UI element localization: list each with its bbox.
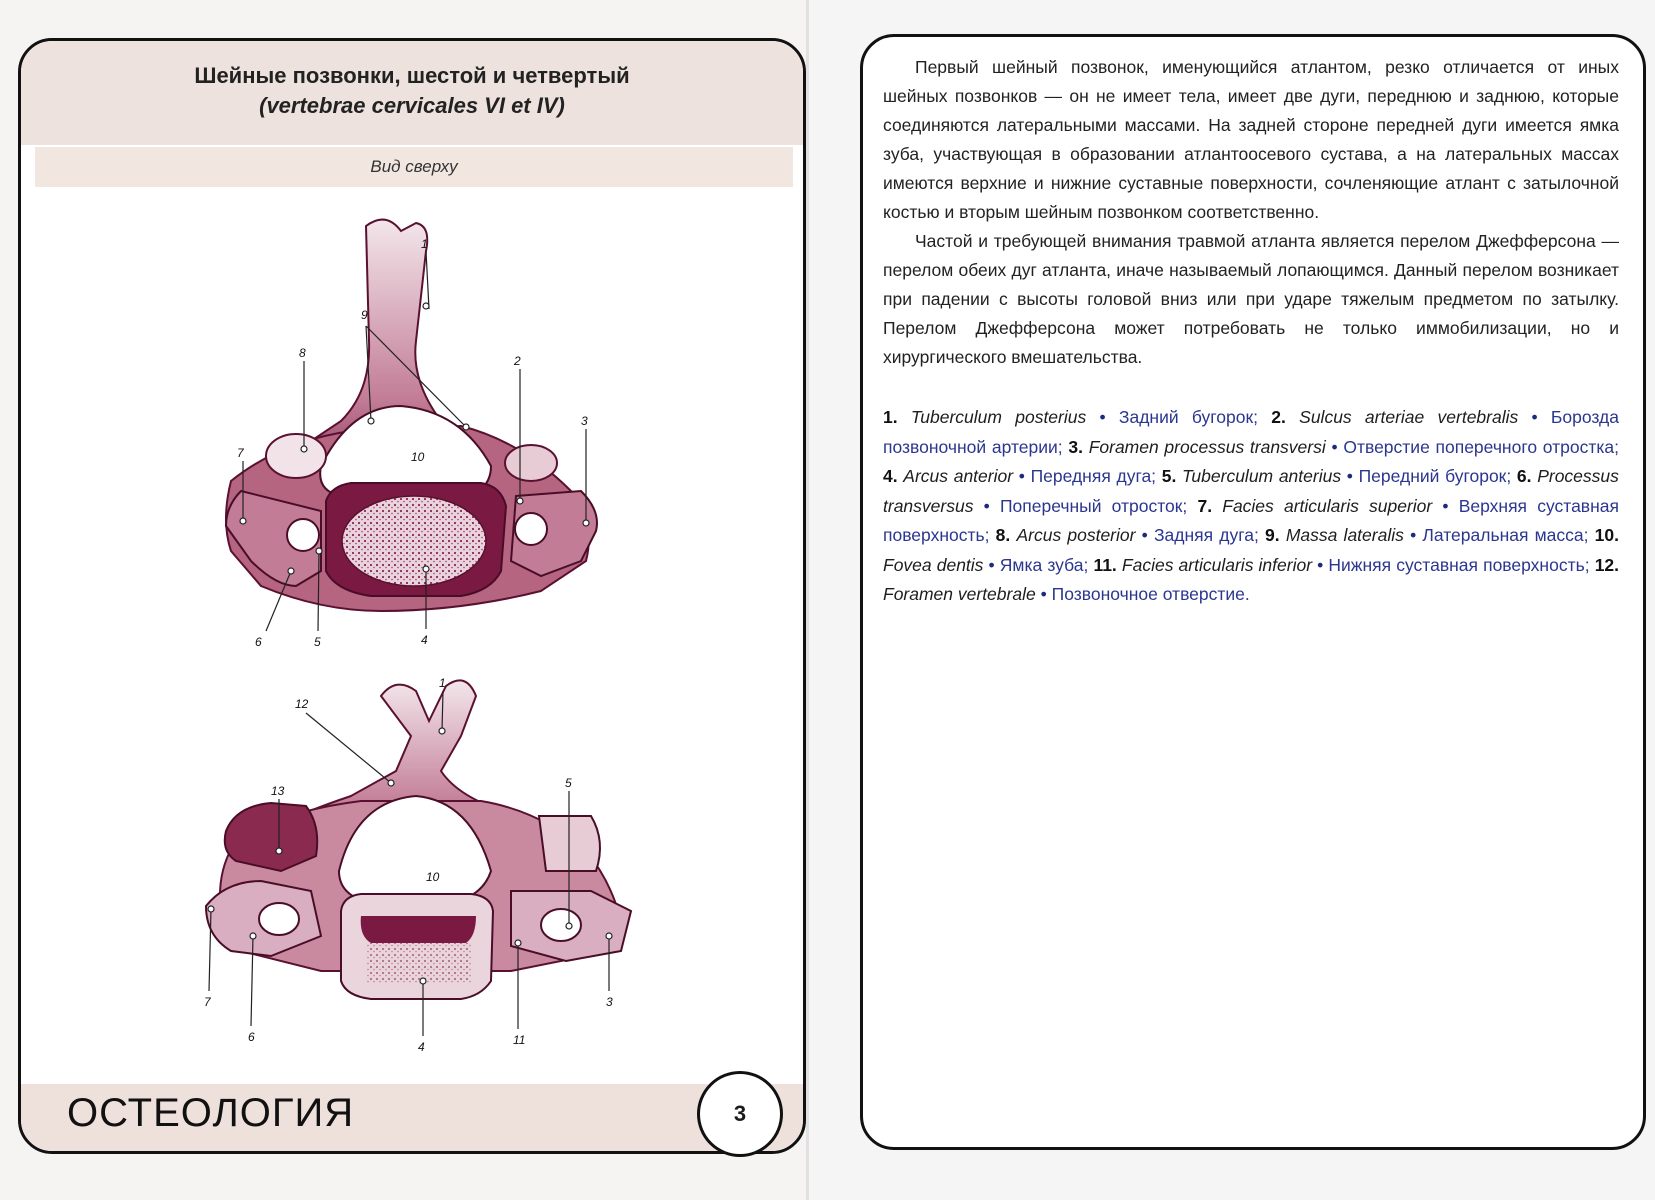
label-top-5: 5 bbox=[314, 635, 321, 649]
label-bottom-12: 12 bbox=[295, 697, 309, 711]
legend-ru: Латеральная масса; bbox=[1422, 525, 1589, 545]
legend bbox=[883, 403, 1619, 610]
label-top-6: 6 bbox=[255, 635, 262, 649]
legend-dot: • bbox=[1040, 584, 1047, 604]
legend-num: 5. bbox=[1161, 466, 1177, 486]
legend-item bbox=[1093, 555, 1589, 575]
legend-num: 12. bbox=[1594, 554, 1620, 575]
legend-ru: Верхняя суставная поверхность; bbox=[883, 495, 1619, 545]
label-top-9: 9 bbox=[361, 308, 368, 322]
left-card bbox=[18, 38, 806, 1154]
legend-ru: Позвоночное отверстие. bbox=[1051, 584, 1250, 604]
legend-item bbox=[1068, 437, 1619, 457]
card-title: Шейные позвонки, шестой и четвертый bbox=[194, 63, 630, 88]
legend-dot: • bbox=[1099, 407, 1106, 427]
label-bottom-5: 5 bbox=[565, 776, 572, 790]
body-spongy-iv bbox=[366, 943, 471, 983]
legend-num: 6. bbox=[1516, 466, 1532, 486]
label-top-2: 2 bbox=[514, 354, 521, 368]
legend-dot: • bbox=[1141, 525, 1148, 545]
legend-item bbox=[883, 407, 1258, 427]
label-top-1: 1 bbox=[421, 237, 428, 251]
legend-dot: • bbox=[1410, 525, 1417, 545]
label-top-8: 8 bbox=[299, 346, 306, 360]
right-card bbox=[860, 34, 1646, 1150]
label-bottom-10: 10 bbox=[426, 870, 440, 884]
legend-lat: Processus transversus bbox=[883, 466, 1619, 516]
label-bottom-11: 11 bbox=[513, 1033, 526, 1047]
foramen-transversarium-right bbox=[515, 513, 547, 545]
section-title: ОСТЕОЛОГИЯ bbox=[67, 1091, 355, 1135]
legend-lat: Foramen vertebrale bbox=[883, 584, 1036, 604]
legend-num: 1. bbox=[883, 407, 898, 427]
paragraph-jefferson: Частой и требующей внимания травмой атланта является перелом Джефферсона — перелом обеих дуг атланта, иначе называемый лопающимся. Данный перелом возникает при падении с высоты головой вниз или при ударе тяжелым предметом по затылку. Перелом Джефферсона может потребовать не только иммобилизации, но и хирургического вмешательства. bbox=[883, 231, 1619, 367]
legend-item bbox=[883, 466, 1156, 486]
body-lip-iv bbox=[361, 916, 476, 943]
vertebra-iv bbox=[204, 676, 631, 1054]
legend-item bbox=[1162, 466, 1511, 486]
label-bottom-4: 4 bbox=[418, 1040, 425, 1054]
description-text bbox=[883, 53, 1619, 372]
legend-dot: • bbox=[1018, 466, 1025, 486]
legend-lat: Facies articularis inferior bbox=[1121, 554, 1313, 575]
legend-dot: • bbox=[1346, 466, 1353, 486]
legend-ru: Поперечный отросток; bbox=[999, 495, 1188, 516]
legend-lat: Fovea dentis bbox=[883, 554, 984, 575]
vertebrae-illustration bbox=[21, 191, 803, 1081]
articular-facet-left bbox=[266, 434, 326, 478]
legend-num: 2. bbox=[1271, 407, 1286, 427]
body-spongy-surface bbox=[342, 496, 486, 586]
foramen-transversarium-left-iv bbox=[259, 903, 299, 935]
paragraph-atlas: Первый шейный позвонок, именующийся атлантом, резко отличается от иных шейных позвонков — он не имеет тела, имеет две дуги, переднюю и заднюю, которые соединяются латеральными массами. На задней стороне передней дуги имеется ямка зуба, участвующая в образовании атлантоосевого сустава, а на латеральных массах имеются верхние и нижние суставные поверхности, сочленяющие атлант с затылочной костью и вторым шейным позвонком соответственно. bbox=[883, 57, 1619, 222]
legend-item bbox=[996, 525, 1259, 545]
page-number: 3 bbox=[697, 1071, 783, 1157]
label-bottom-3: 3 bbox=[606, 995, 613, 1009]
legend-ru: Отверстие поперечного отростка; bbox=[1343, 436, 1619, 457]
articular-facet-right bbox=[505, 445, 557, 481]
legend-dot: • bbox=[1531, 407, 1538, 427]
card-title-band bbox=[21, 41, 803, 145]
legend-ru: Передняя дуга; bbox=[1030, 466, 1157, 486]
legend-ru: Нижняя суставная поверхность; bbox=[1328, 554, 1590, 575]
foramen-transversarium-right-iv bbox=[541, 909, 581, 941]
label-bottom-7: 7 bbox=[204, 995, 211, 1009]
card-title-latin: (vertebrae cervicales VI et IV) bbox=[259, 93, 565, 118]
legend-lat: Tuberculum posterius bbox=[910, 407, 1087, 427]
label-bottom-13: 13 bbox=[271, 784, 285, 798]
label-top-4: 4 bbox=[421, 633, 428, 647]
legend-lat: Tuberculum anterius bbox=[1182, 466, 1342, 486]
legend-num: 9. bbox=[1265, 525, 1280, 545]
legend-lat: Foramen processus transversi bbox=[1088, 436, 1326, 457]
legend-ru: Задний бугорок; bbox=[1118, 407, 1259, 427]
legend-dot: • bbox=[983, 495, 990, 516]
label-top-7: 7 bbox=[237, 446, 244, 460]
legend-dot: • bbox=[1317, 554, 1324, 575]
legend-dot: • bbox=[988, 554, 995, 575]
legend-num: 8. bbox=[995, 525, 1011, 545]
legend-num: 3. bbox=[1068, 436, 1083, 457]
legend-ru: Задняя дуга; bbox=[1153, 525, 1259, 545]
legend-ru: Ямка зуба; bbox=[999, 554, 1089, 575]
vertebra-vi bbox=[226, 220, 597, 649]
legend-ru: Передний бугорок; bbox=[1358, 466, 1512, 486]
articular-facet-left-iv bbox=[225, 803, 318, 871]
legend-lat: Arcus anterior bbox=[903, 466, 1014, 486]
label-top-3: 3 bbox=[581, 414, 588, 428]
legend-num: 7. bbox=[1197, 495, 1213, 516]
book-gutter bbox=[806, 0, 809, 1200]
legend-ru: Борозда позвоночной артерии; bbox=[883, 407, 1619, 457]
label-bottom-6: 6 bbox=[248, 1030, 255, 1044]
foramen-transversarium-left bbox=[287, 519, 319, 551]
legend-dot: • bbox=[1331, 436, 1338, 457]
legend-num: 4. bbox=[883, 466, 898, 486]
legend-lat: Arcus posterior bbox=[1016, 525, 1136, 545]
view-label: Вид сверху bbox=[35, 147, 793, 187]
label-bottom-1: 1 bbox=[439, 676, 446, 690]
legend-dot: • bbox=[1442, 495, 1449, 516]
legend-item bbox=[1265, 525, 1588, 545]
legend-num: 10. bbox=[1594, 525, 1619, 545]
label-top-10: 10 bbox=[411, 450, 425, 464]
legend-lat: Sulcus arteriae vertebralis bbox=[1299, 407, 1519, 427]
legend-lat: Facies articularis superior bbox=[1222, 495, 1433, 516]
legend-lat: Massa lateralis bbox=[1285, 525, 1404, 545]
legend-num: 11. bbox=[1093, 554, 1117, 575]
